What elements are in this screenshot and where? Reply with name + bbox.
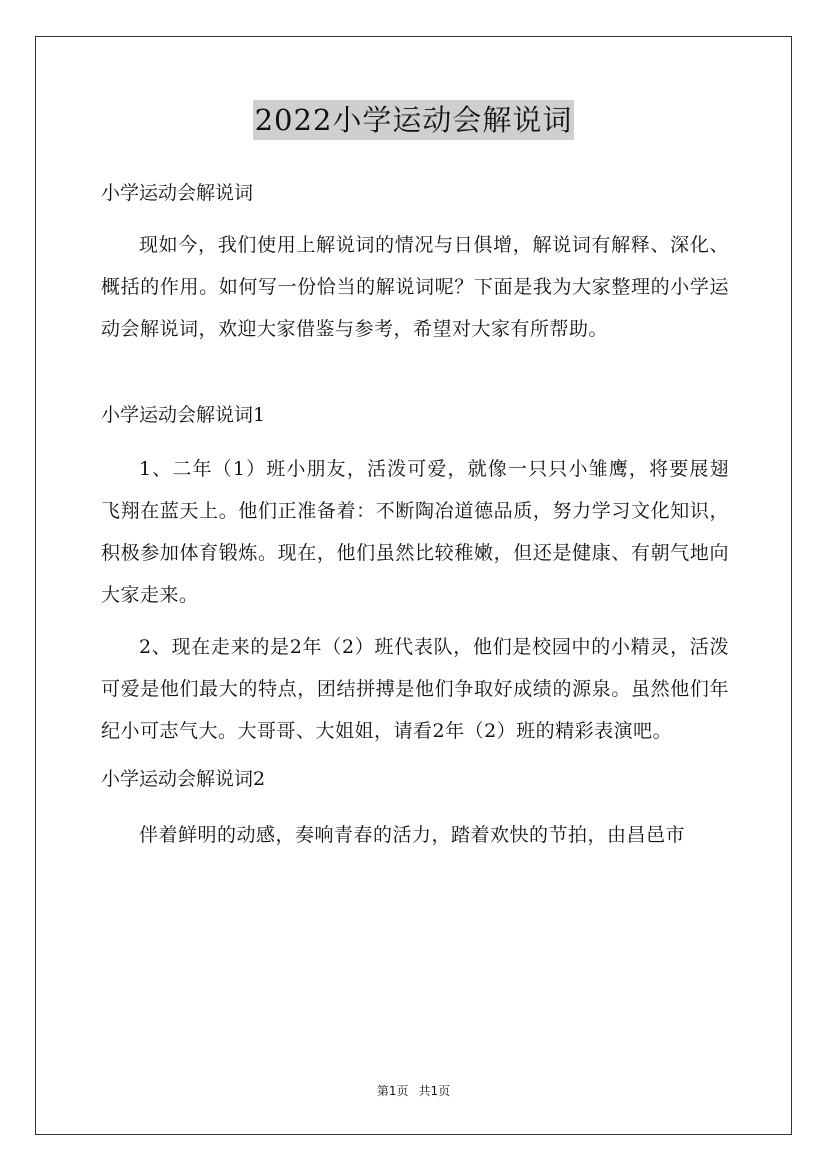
document-body <box>101 170 729 856</box>
title-container <box>0 100 827 140</box>
section-2-paragraph-1: 伴着鲜明的动感，奏响青春的活力，踏着欢快的节拍，由昌邑市 <box>139 824 686 846</box>
intro-paragraph: 现如今，我们使用上解说词的情况与日俱增，解说词有解释、深化、概括的作用。如何写一份恰当的解说词呢？下面是我为大家整理的小学运动会解说词，欢迎大家借鉴与参考，希望对大家有所帮助。 <box>101 234 729 340</box>
page-total: 共1页 <box>418 1084 451 1098</box>
document-title: 2022小学运动会解说词 <box>253 100 575 140</box>
section-1-paragraph-2: 2、现在走来的是2年（2）班代表队，他们是校园中的小精灵，活泼可爱是他们最大的特点，团结拼搏是他们争取好成绩的源泉。虽然他们年纪小可志气大。大哥哥、大姐姐，请看2年（2）班的精彩表演吧。 <box>101 636 729 742</box>
spacer <box>101 350 729 390</box>
section-1-paragraph-1: 1、二年（1）班小朋友，活泼可爱，就像一只只小雏鹰，将要展翅飞翔在蓝天上。他们正准备着：不断陶冶道德品质，努力学习文化知识，积极参加体育锻炼。现在，他们虽然比较稚嫩，但还是健康、有朝气地向大家走来。 <box>101 458 729 606</box>
section-heading-1: 小学运动会解说词1 <box>101 404 266 426</box>
section-heading-2: 小学运动会解说词2 <box>101 768 266 790</box>
page-footer <box>0 1082 827 1100</box>
page-number: 第1页 <box>376 1084 409 1098</box>
document-subtitle: 小学运动会解说词 <box>101 182 254 204</box>
